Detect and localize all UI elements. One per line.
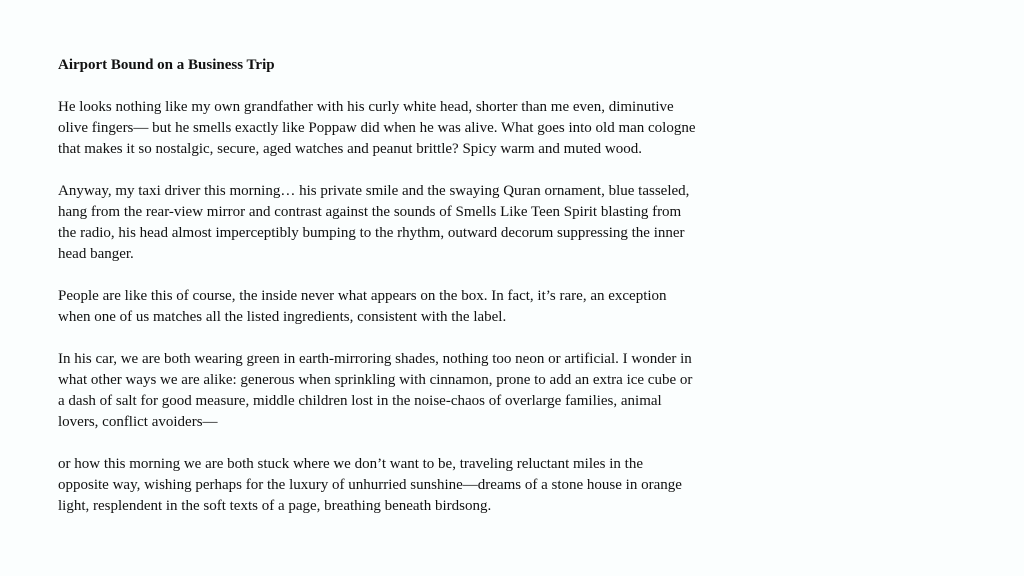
- paragraph-line: light, resplendent in the soft texts of a page, breathing beneath birdsong.: [58, 498, 492, 514]
- paragraph-line: olive fingers— but he smells exactly like Poppaw did when he was alive. What goes into old man cologne: [58, 120, 696, 136]
- paragraph-line: He looks nothing like my own grandfather with his curly white head, shorter than me even, diminutive: [58, 99, 674, 115]
- paragraph-line: hang from the rear-view mirror and contrast against the sounds of Smells Like Teen Spirit blasting from: [58, 204, 682, 220]
- paragraph-line: or how this morning we are both stuck where we don’t want to be, traveling reluctant miles in the: [58, 456, 643, 472]
- document-title: Airport Bound on a Business Trip: [58, 57, 275, 73]
- paragraph-5: [58, 454, 798, 517]
- paragraph-1: [58, 97, 798, 160]
- paragraph-line: lovers, conflict avoiders—: [58, 414, 218, 430]
- paragraph-line: the radio, his head almost imperceptibly bumping to the rhythm, outward decorum suppressing the inner: [58, 225, 685, 241]
- paragraph-line: Anyway, my taxi driver this morning… his private smile and the swaying Quran ornament, blue tasseled,: [58, 183, 690, 199]
- paragraph-2: [58, 181, 798, 265]
- paragraph-3: [58, 286, 798, 328]
- paragraph-line: In his car, we are both wearing green in earth-mirroring shades, nothing too neon or artificial. I wonder in: [58, 351, 692, 367]
- paragraph-line: opposite way, wishing perhaps for the luxury of unhurried sunshine—dreams of a stone house in orange: [58, 477, 682, 493]
- paragraph-4: [58, 349, 798, 433]
- paragraph-line: that makes it so nostalgic, secure, aged watches and peanut brittle? Spicy warm and muted wood.: [58, 141, 642, 157]
- paragraph-line: People are like this of course, the inside never what appears on the box. In fact, it’s rare, an exception: [58, 288, 667, 304]
- paragraph-line: when one of us matches all the listed ingredients, consistent with the label.: [58, 309, 507, 325]
- paragraph-line: a dash of salt for good measure, middle children lost in the noise-chaos of overlarge families, animal: [58, 393, 662, 409]
- paragraph-line: head banger.: [58, 246, 134, 262]
- document-page: [58, 55, 798, 517]
- paragraph-line: what other ways we are alike: generous when sprinkling with cinnamon, prone to add an extra ice cube or: [58, 372, 693, 388]
